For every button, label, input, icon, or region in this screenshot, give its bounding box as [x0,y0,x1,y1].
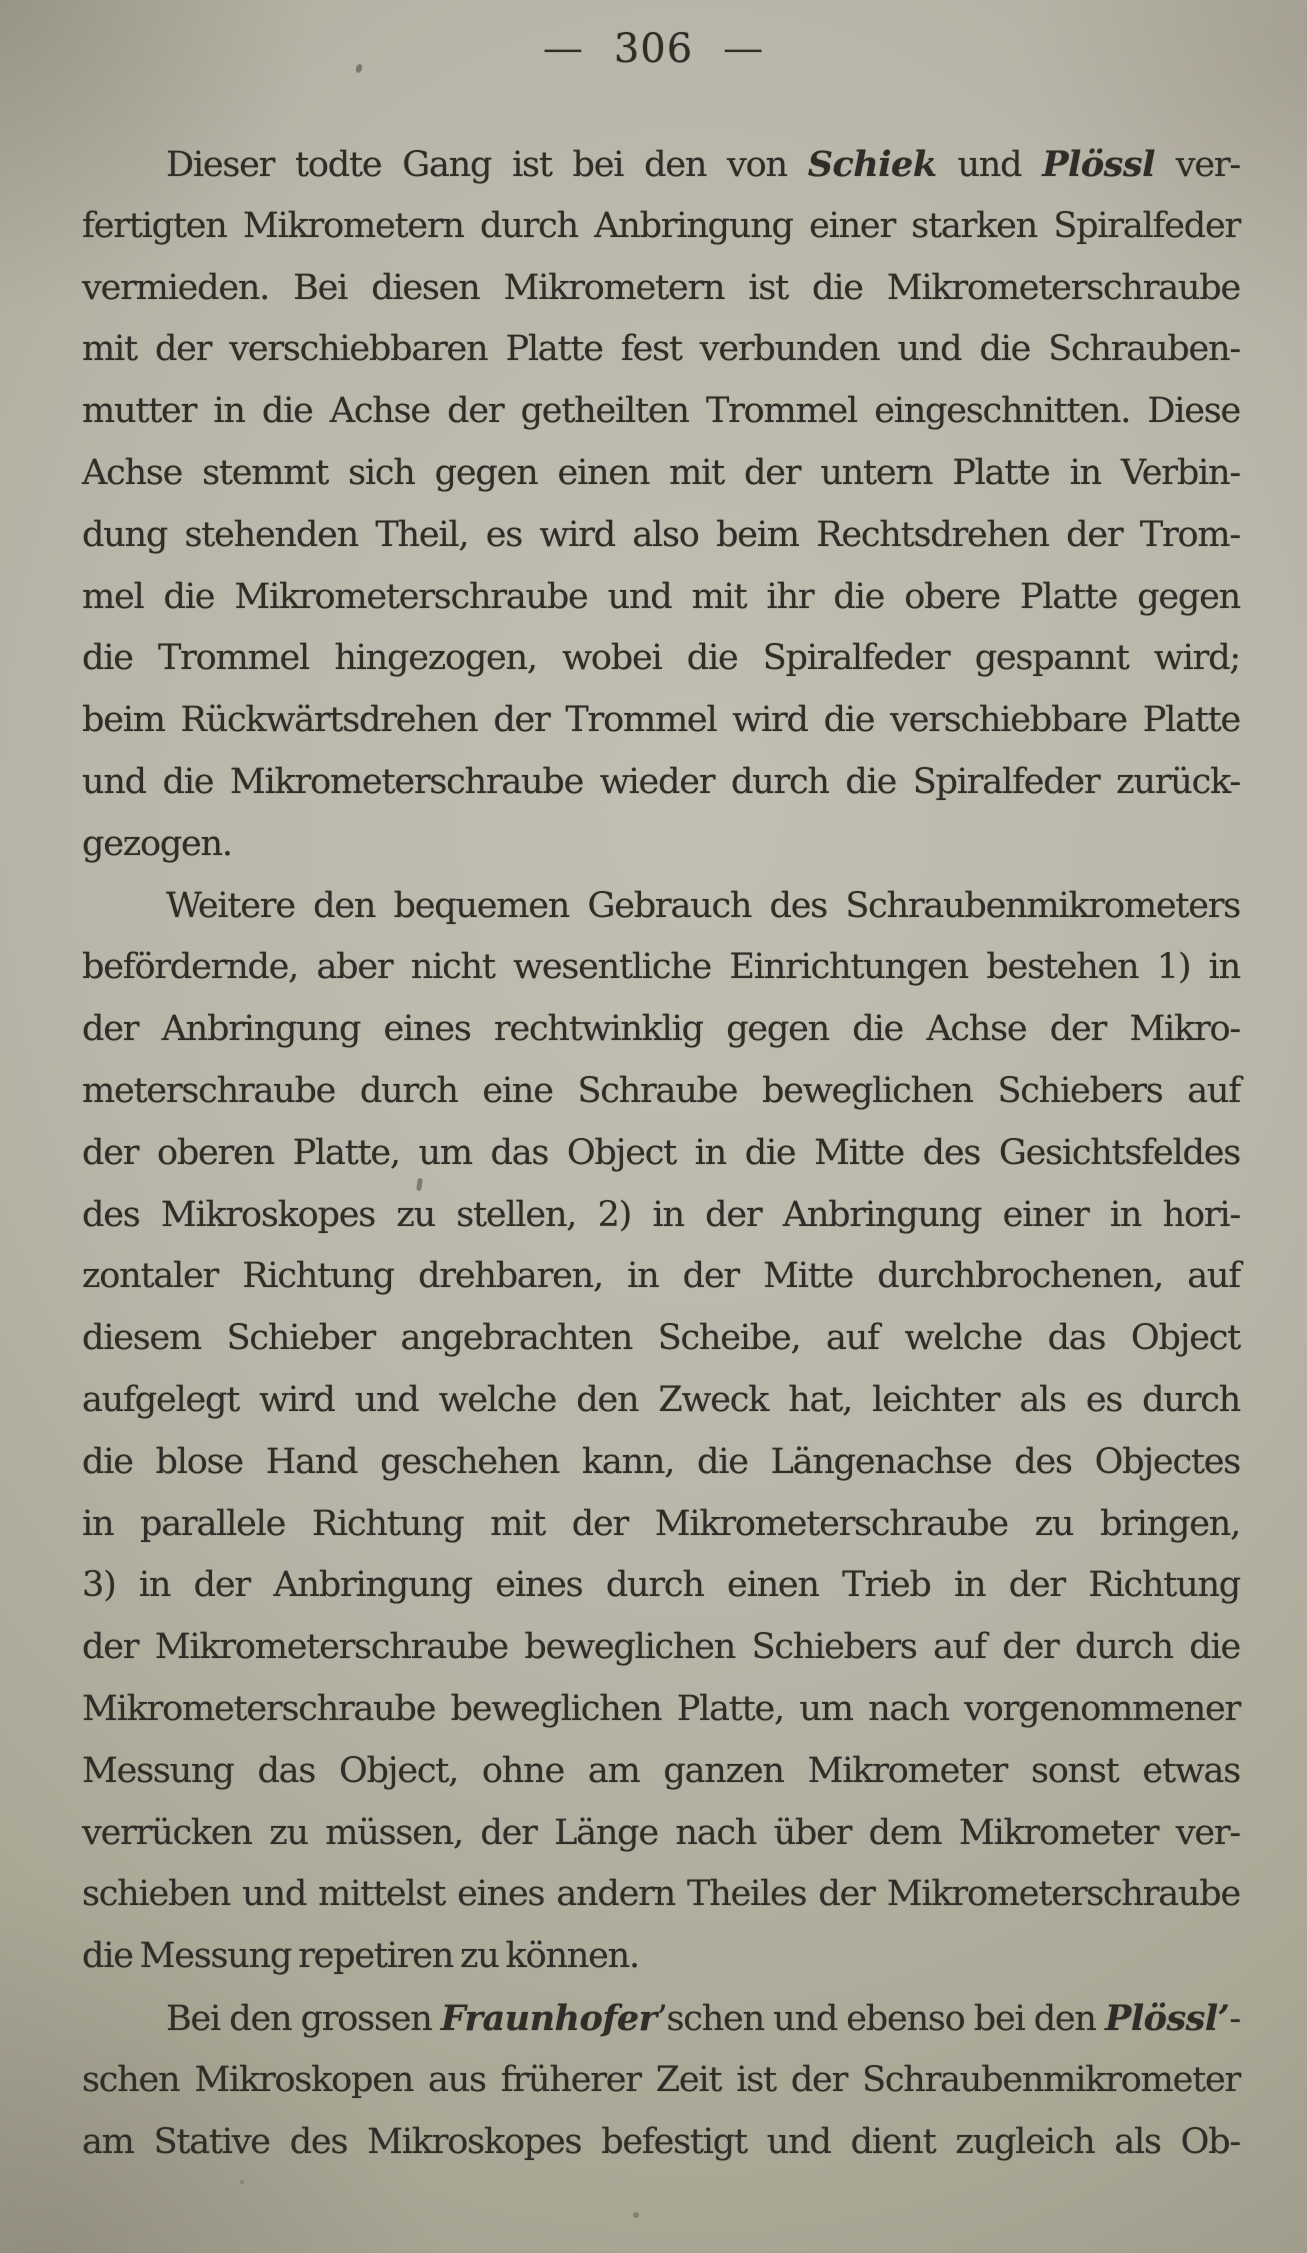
text-line: gezogen. [82,823,232,864]
text-line: mutter in die Achse der getheilten Trommel eingeschnitten. Diese [82,391,1240,432]
text-line: die Messung repetiren zu können. [82,1936,639,1977]
paragraph [82,134,1240,876]
text-line: dung stehenden Theil, es wird also beim Rechtsdrehen der Trom- [82,514,1240,555]
text-line: Bei den grossen Fraunhofer’schen und ebenso bei den Plössl’- [166,1997,1240,2039]
text-line: aufgelegt wird und welche den Zweck hat, leichter als es durch [82,1379,1240,1420]
text-line: und die Mikrometerschraube wieder durch die Spiralfeder zurück- [82,761,1240,802]
proper-name-italic: Schiek [807,144,937,185]
text-line: meterschraube durch eine Schraube beweglichen Schiebers auf [82,1070,1240,1111]
text-line: vermieden. Bei diesen Mikrometern ist die Mikrometerschraube [82,267,1240,308]
text-line: der Anbringung eines rechtwinklig gegen die Achse der Mikro- [82,1009,1240,1050]
text-line: fertigten Mikrometern durch Anbringung einer starken Spiralfeder [82,205,1240,246]
proper-name-italic: Plössl’ [1105,1997,1230,2039]
text-line: der oberen Platte, um das Object in die Mitte des Gesichtsfeldes [82,1132,1240,1173]
paragraph [82,876,1240,1988]
text-line: schen Mikroskopen aus früherer Zeit ist der Schraubenmikrometer [82,2059,1240,2100]
scan-speck [633,2212,639,2218]
text-line: Mikrometerschraube beweglichen Platte, um nach vorgenommener [82,1688,1240,1729]
text-line: verrücken zu müssen, der Länge nach über dem Mikrometer ver- [82,1812,1240,1853]
text-line: die blose Hand geschehen kann, die Längenachse des Objectes [82,1441,1240,1482]
text-line: die Trommel hingezogen, wobei die Spiralfeder gespannt wird; [82,638,1240,679]
text-line: mit der verschiebbaren Platte fest verbunden und die Schrauben- [82,329,1240,370]
text-line: diesem Schieber angebrachten Scheibe, auf welche das Object [82,1318,1240,1359]
text-line: Achse stemmt sich gegen einen mit der untern Platte in Verbin- [82,452,1240,493]
text-line: 3) in der Anbringung eines durch einen Trieb in der Richtung [82,1565,1240,1606]
paragraph [82,1988,1240,2173]
text-line: zontaler Richtung drehbaren, in der Mitte durchbrochenen, auf [82,1256,1240,1297]
text-line: mel die Mikrometerschraube und mit ihr die obere Platte gegen [82,576,1240,617]
text-line: Messung das Object, ohne am ganzen Mikrometer sonst etwas [82,1750,1240,1791]
text-line: am Stative des Mikroskopes befestigt und dient zugleich als Ob- [82,2121,1240,2162]
body-text [82,134,1240,2173]
text-line: in parallele Richtung mit der Mikrometerschraube zu bringen, [82,1503,1240,1544]
text-line: der Mikrometerschraube beweglichen Schiebers auf der durch die [82,1627,1240,1668]
text-line: Weitere den bequemen Gebrauch des Schraubenmikrometers [166,885,1240,926]
page-header [0,26,1307,72]
text-line: Dieser todte Gang ist bei den von Schiek und Plössl ver- [166,144,1240,185]
text-line: befördernde, aber nicht wesentliche Einrichtungen bestehen 1) in [82,947,1240,988]
scan-speck [355,63,363,73]
scan-speck [240,2180,244,2184]
page-number: 306 [613,26,694,72]
text-line: schieben und mittelst eines andern Theiles der Mikrometerschraube [82,1874,1240,1915]
text-line: des Mikroskopes zu stellen, 2) in der Anbringung einer in hori- [82,1194,1240,1235]
proper-name-italic: Plössl [1042,144,1155,185]
header-dash-left: — [542,29,584,69]
text-line: beim Rückwärtsdrehen der Trommel wird die verschiebbare Platte [82,700,1240,741]
proper-name-italic: Fraunhofer [440,1997,657,2039]
header-dash-right: — [723,29,765,69]
